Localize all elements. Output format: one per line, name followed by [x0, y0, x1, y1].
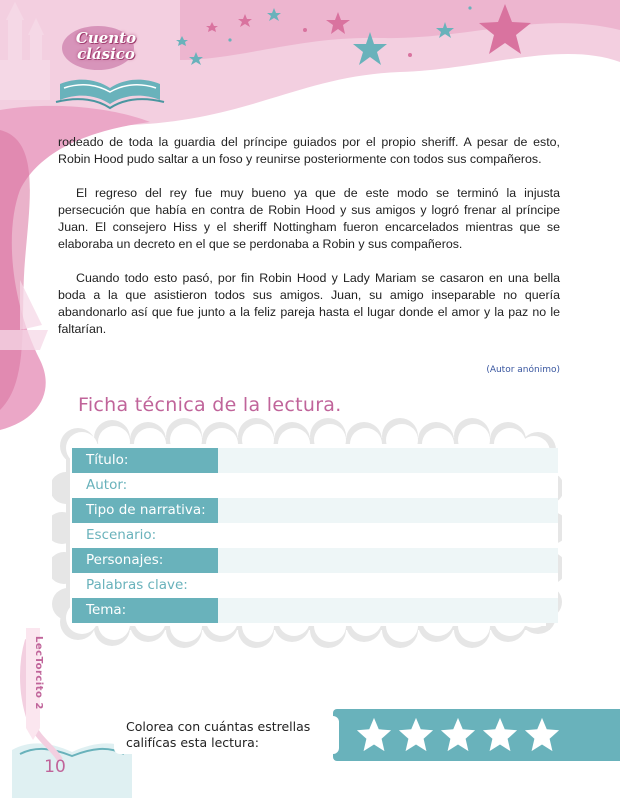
ficha-label-autor: Autor:: [72, 473, 218, 498]
story-paragraph-3: Cuando todo esto pasó, por fin Robin Hood y Lady Mariam se casaron en una bella boda a la que asistieron todos sus amigos. Juan, su amigo inseparable no quería abandonarlo así que fue junto a la feliz pareja hasta el lugar donde el amor y la paz no le faltarían.: [58, 271, 560, 336]
ficha-input-escenario[interactable]: [218, 523, 558, 548]
rating-star-5-icon[interactable]: [523, 716, 561, 754]
ficha-input-autor[interactable]: [218, 473, 558, 498]
badge-line-1: Cuento: [75, 29, 137, 47]
badge-line-2: clásico: [77, 45, 135, 63]
ficha-label-personajes: Personajes:: [72, 548, 218, 573]
rating-prompt-line-2: califícas esta lectura:: [126, 735, 259, 750]
ficha-label-titulo: Título:: [72, 448, 218, 473]
ficha-label-tema: Tema:: [72, 598, 218, 623]
ficha-input-titulo[interactable]: [218, 448, 558, 473]
ficha-row-personajes: [72, 548, 558, 573]
rating-star-3-icon[interactable]: [439, 716, 477, 754]
story-text: [58, 134, 560, 355]
ficha-row-titulo: [72, 448, 558, 473]
story-paragraph-2: El regreso del rey fue muy bueno ya que de este modo se terminó la injusta persecución que había en contra de Robin Hood y sus amigos y logró frenar al príncipe Juan. El consejero Hiss y el sheriff Nottingham fueron encarcelados mientras que se elaboraba un decreto en el que se perdonaba a Robin y sus compañeros.: [58, 186, 560, 251]
rating-star-panel: [333, 709, 620, 761]
section-badge-label: [66, 30, 146, 62]
ficha-label-palabras-clave: Palabras clave:: [72, 573, 218, 598]
ficha-row-escenario: [72, 523, 558, 548]
rating-star-2-icon[interactable]: [397, 716, 435, 754]
ficha-row-tipo-narrativa: [72, 498, 558, 523]
ficha-input-tipo-narrativa[interactable]: [218, 498, 558, 523]
rating-prompt: [114, 716, 339, 754]
ficha-row-palabras-clave: [72, 573, 558, 598]
rating-star-1-icon[interactable]: [355, 716, 393, 754]
ficha-input-personajes[interactable]: [218, 548, 558, 573]
rating-star-4-icon[interactable]: [481, 716, 519, 754]
ficha-label-tipo-narrativa: Tipo de narrativa:: [72, 498, 218, 523]
rating-prompt-line-1: Colorea con cuántas estrellas: [126, 719, 311, 734]
story-paragraph-1: rodeado de toda la guardia del príncipe guiados por el propio sheriff. A pesar de esto, Robin Hood pudo saltar a un foso y reunirse posteriormente con todos sus compañeros.: [58, 135, 560, 166]
ficha-row-autor: [72, 473, 558, 498]
ficha-label-escenario: Escenario:: [72, 523, 218, 548]
ficha-row-tema: [72, 598, 558, 623]
ficha-input-tema[interactable]: [218, 598, 558, 623]
page-number: 10: [44, 757, 66, 777]
ficha-input-palabras-clave[interactable]: [218, 573, 558, 598]
author-credit: (Autor anónimo): [486, 365, 560, 375]
brand-logo: LecTorcito 2: [33, 636, 44, 710]
ficha-title: Ficha técnica de la lectura.: [78, 394, 342, 416]
